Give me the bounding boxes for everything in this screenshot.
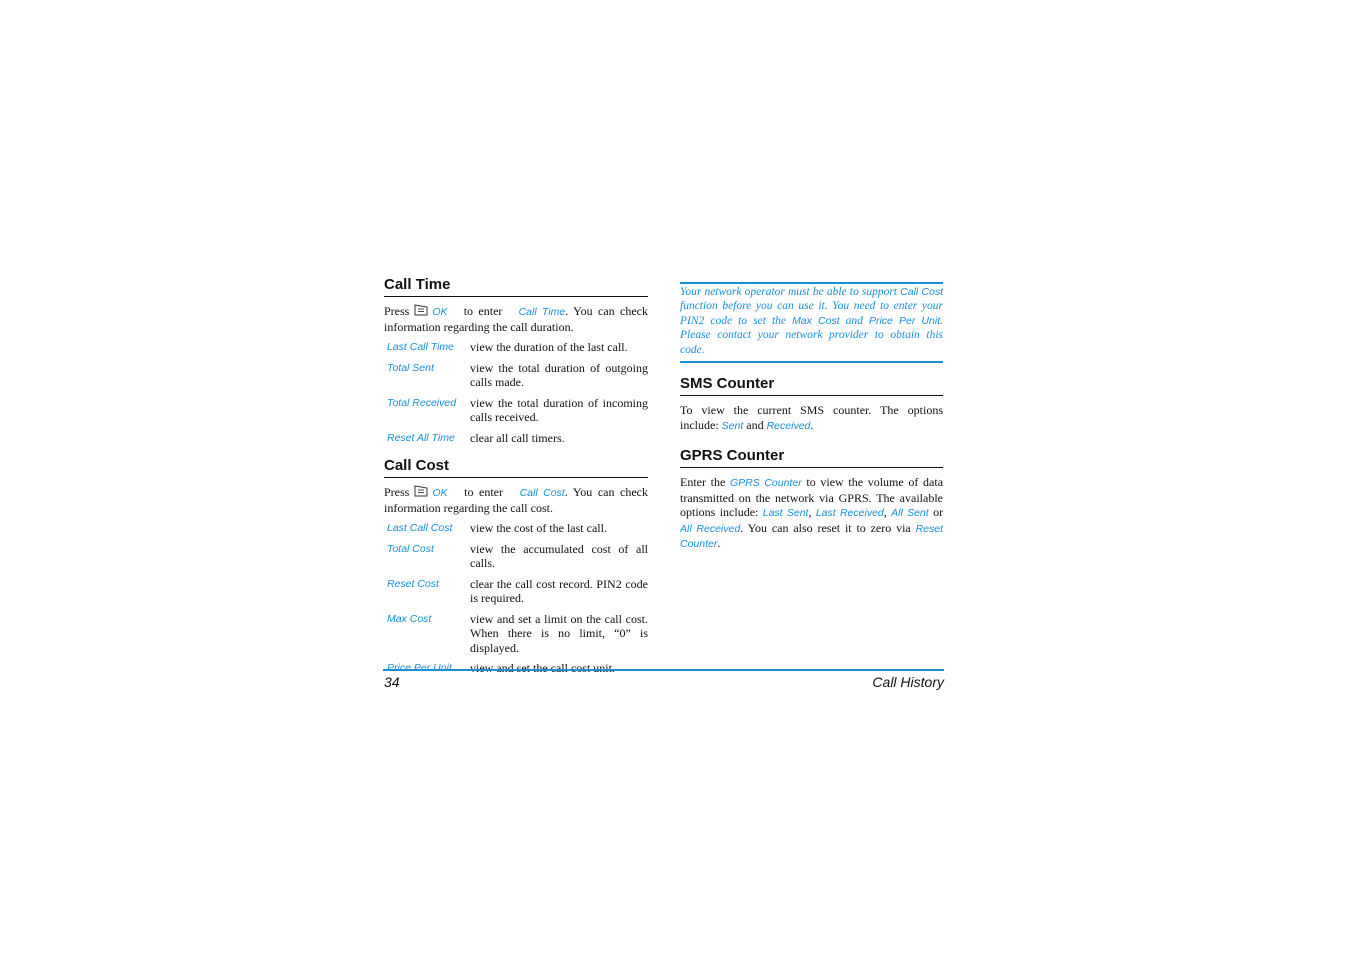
option-row: Price Per Unit view and set the call cost unit. xyxy=(387,661,615,675)
option-row: Max Cost view and set a limit on the call cost. When there is no limit, “0” is displayed. xyxy=(387,611,648,655)
gprs-counter-heading: GPRS Counter xyxy=(680,447,943,468)
option-row: Last Call Cost view the cost of the last call. xyxy=(387,521,607,535)
call-cost-section xyxy=(384,457,648,682)
chapter-title: Call History xyxy=(872,674,944,690)
option-row: Last Call Time view the duration of the last call. xyxy=(387,340,628,354)
call-cost-options xyxy=(384,521,648,682)
option-row: Reset All Time clear all call timers. xyxy=(387,430,565,445)
sms-counter-section xyxy=(680,375,943,433)
option-row: Total Received view the total duration of incoming calls received. xyxy=(387,395,648,424)
ok-key-icon xyxy=(414,485,428,497)
call-time-intro: Press OK to enter Call Time. You can check information regarding the call duration. xyxy=(384,304,649,334)
ok-key-icon xyxy=(414,304,428,316)
call-cost-heading: Call Cost xyxy=(384,457,648,478)
gprs-counter-section xyxy=(680,447,943,552)
right-column xyxy=(680,276,943,552)
sms-counter-text: To view the current SMS counter. The options include: Sent and Received. xyxy=(680,403,943,432)
option-row: Total Sent view the total duration of outgoing calls made. xyxy=(387,360,648,389)
left-column xyxy=(384,276,648,682)
call-time-section xyxy=(384,276,648,451)
option-row: Total Cost view the accumulated cost of all calls. xyxy=(387,541,648,570)
gprs-counter-text: Enter the GPRS Counter to view the volume of data transmitted on the network via GPRS. The available options include: Last Sent, Last Received, All Sent or All Received. You can also reset it to zero via Reset Counter. xyxy=(680,475,944,551)
sms-counter-heading: SMS Counter xyxy=(680,375,943,396)
call-time-heading: Call Time xyxy=(384,276,648,297)
call-time-options xyxy=(384,340,648,451)
network-note: Your network operator must be able to support Call Cost function before you can use it. You need to enter your PIN2 code to set the Max Cost and Price Per Unit. Please contact your network provider to obtain this code. xyxy=(680,282,943,363)
call-cost-intro: Press OK to enter Call Cost. You can check information regarding the call cost. xyxy=(384,485,648,515)
option-row: Reset Cost clear the call cost record. PIN2 code is required. xyxy=(387,576,648,605)
page-footer xyxy=(383,669,944,690)
page-number: 34 xyxy=(384,674,400,690)
